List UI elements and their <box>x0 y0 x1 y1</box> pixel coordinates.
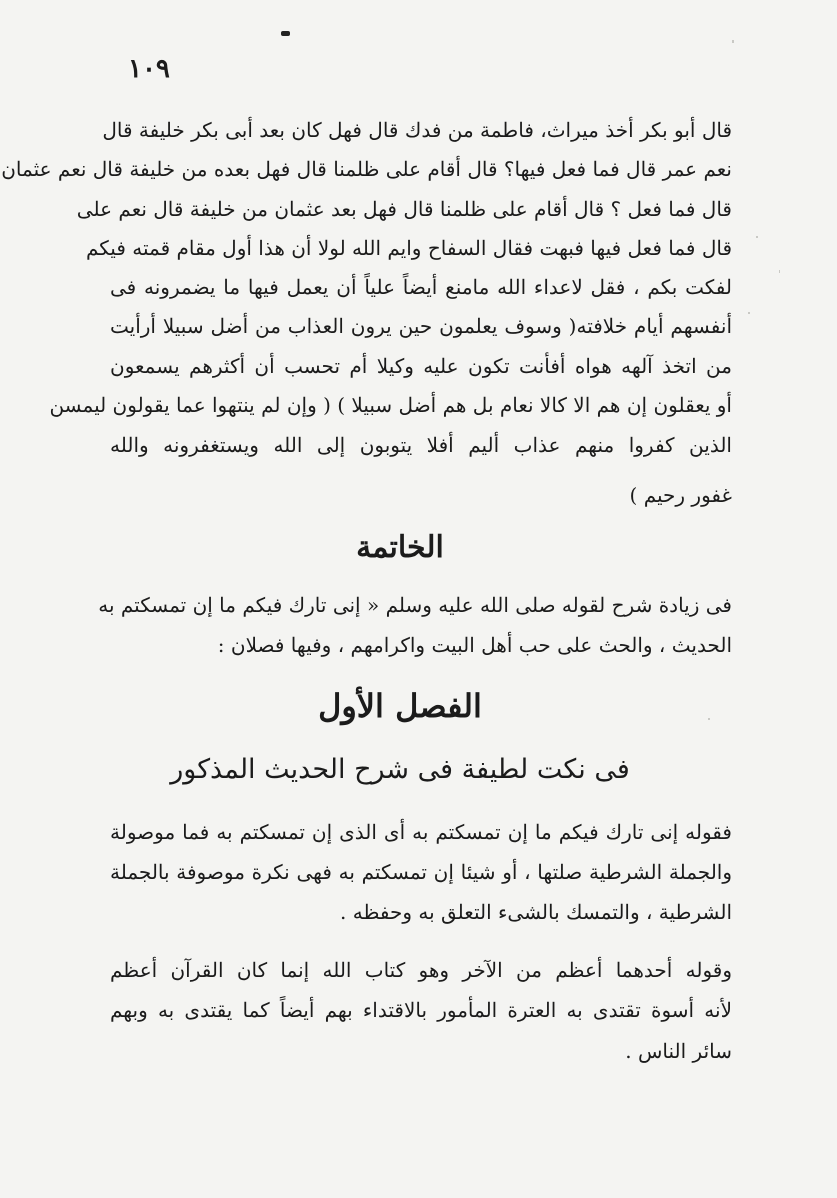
page-number: ١٠٩ <box>128 54 170 84</box>
text-line: وقوله أحدهما أعظم من الآخر وهو كتاب الله إنما كان القرآن أعظم <box>110 958 732 982</box>
scan-speck <box>756 236 758 238</box>
text-line: لفكت بكم ، فقل لاعداء الله مامنع أيضاً علياً أن يعمل فيها ما يضمرونه فى <box>110 275 732 299</box>
text-line: والجملة الشرطية صلتها ، أو شيئا إن تمسكتم به فهى نكرة موصوفة بالجملة <box>110 860 732 884</box>
text-line: فقوله إنى تارك فيكم ما إن تمسكتم به أى الذى إن تمسكتم به فما موصولة <box>110 820 732 844</box>
chapter-title: الفصل الأول <box>318 687 482 725</box>
khatima-heading: الخاتمة <box>356 530 444 565</box>
text-line: غفور رحيم ) <box>629 483 732 507</box>
text-line: نعم عمر قال فما فعل فيها؟ قال أقام على ظلمنا قال فهل بعده من خليفة قال نعم عثمان <box>1 157 732 181</box>
scan-speck <box>732 40 734 43</box>
text-line: الذين كفروا منهم عذاب أليم أفلا يتوبون إلى الله ويستغفرونه والله <box>110 433 732 457</box>
scan-speck <box>779 270 780 273</box>
text-line: فى زيادة شرح لقوله صلى الله عليه وسلم « إنى تارك فيكم ما إن تمسكتم به <box>98 593 732 617</box>
text-line: الحديث ، والحث على حب أهل البيت واكرامهم ، وفيها فصلان : <box>217 633 732 657</box>
text-line: قال أبو بكر أخذ ميراث، فاطمة من فدك قال فهل كان بعد أبى بكر خليفة قال <box>102 118 732 142</box>
text-line: قال فما فعل فيها فبهت فقال السفاح وايم الله لولا أن هذا أول مقام قمته فيكم <box>85 236 732 260</box>
scan-speck <box>748 312 750 314</box>
text-line: لأنه أسوة تقتدى به العترة المأمور بالاقتداء بهم أيضاً كما يقتدى به وبهم <box>110 998 732 1022</box>
text-line: أو يعقلون إن هم الا كالا نعام بل هم أضل سبيلا ) ( وإن لم ينتهوا عما يقولون ليمسن <box>49 393 732 417</box>
text-line: سائر الناس . <box>625 1039 732 1063</box>
text-line: من اتخذ آلهه هواه أفأنت تكون عليه وكيلا أم تحسب أن أكثرهم يسمعون <box>110 354 732 378</box>
scan-speck <box>708 718 710 720</box>
text-line: أنفسهم أيام خلافته( وسوف يعلمون حين يرون العذاب من أضل سبيلا أرأيت <box>110 314 732 338</box>
text-line: الشرطية ، والتمسك بالشىء التعلق به وحفظه . <box>340 900 732 924</box>
chapter-subtitle: فى نكت لطيفة فى شرح الحديث المذكور <box>170 754 630 785</box>
ink-mark <box>281 31 290 36</box>
text-line: قال فما فعل ؟ قال أقام على ظلمنا قال فهل بعد عثمان من خليفة قال نعم على <box>76 197 732 221</box>
